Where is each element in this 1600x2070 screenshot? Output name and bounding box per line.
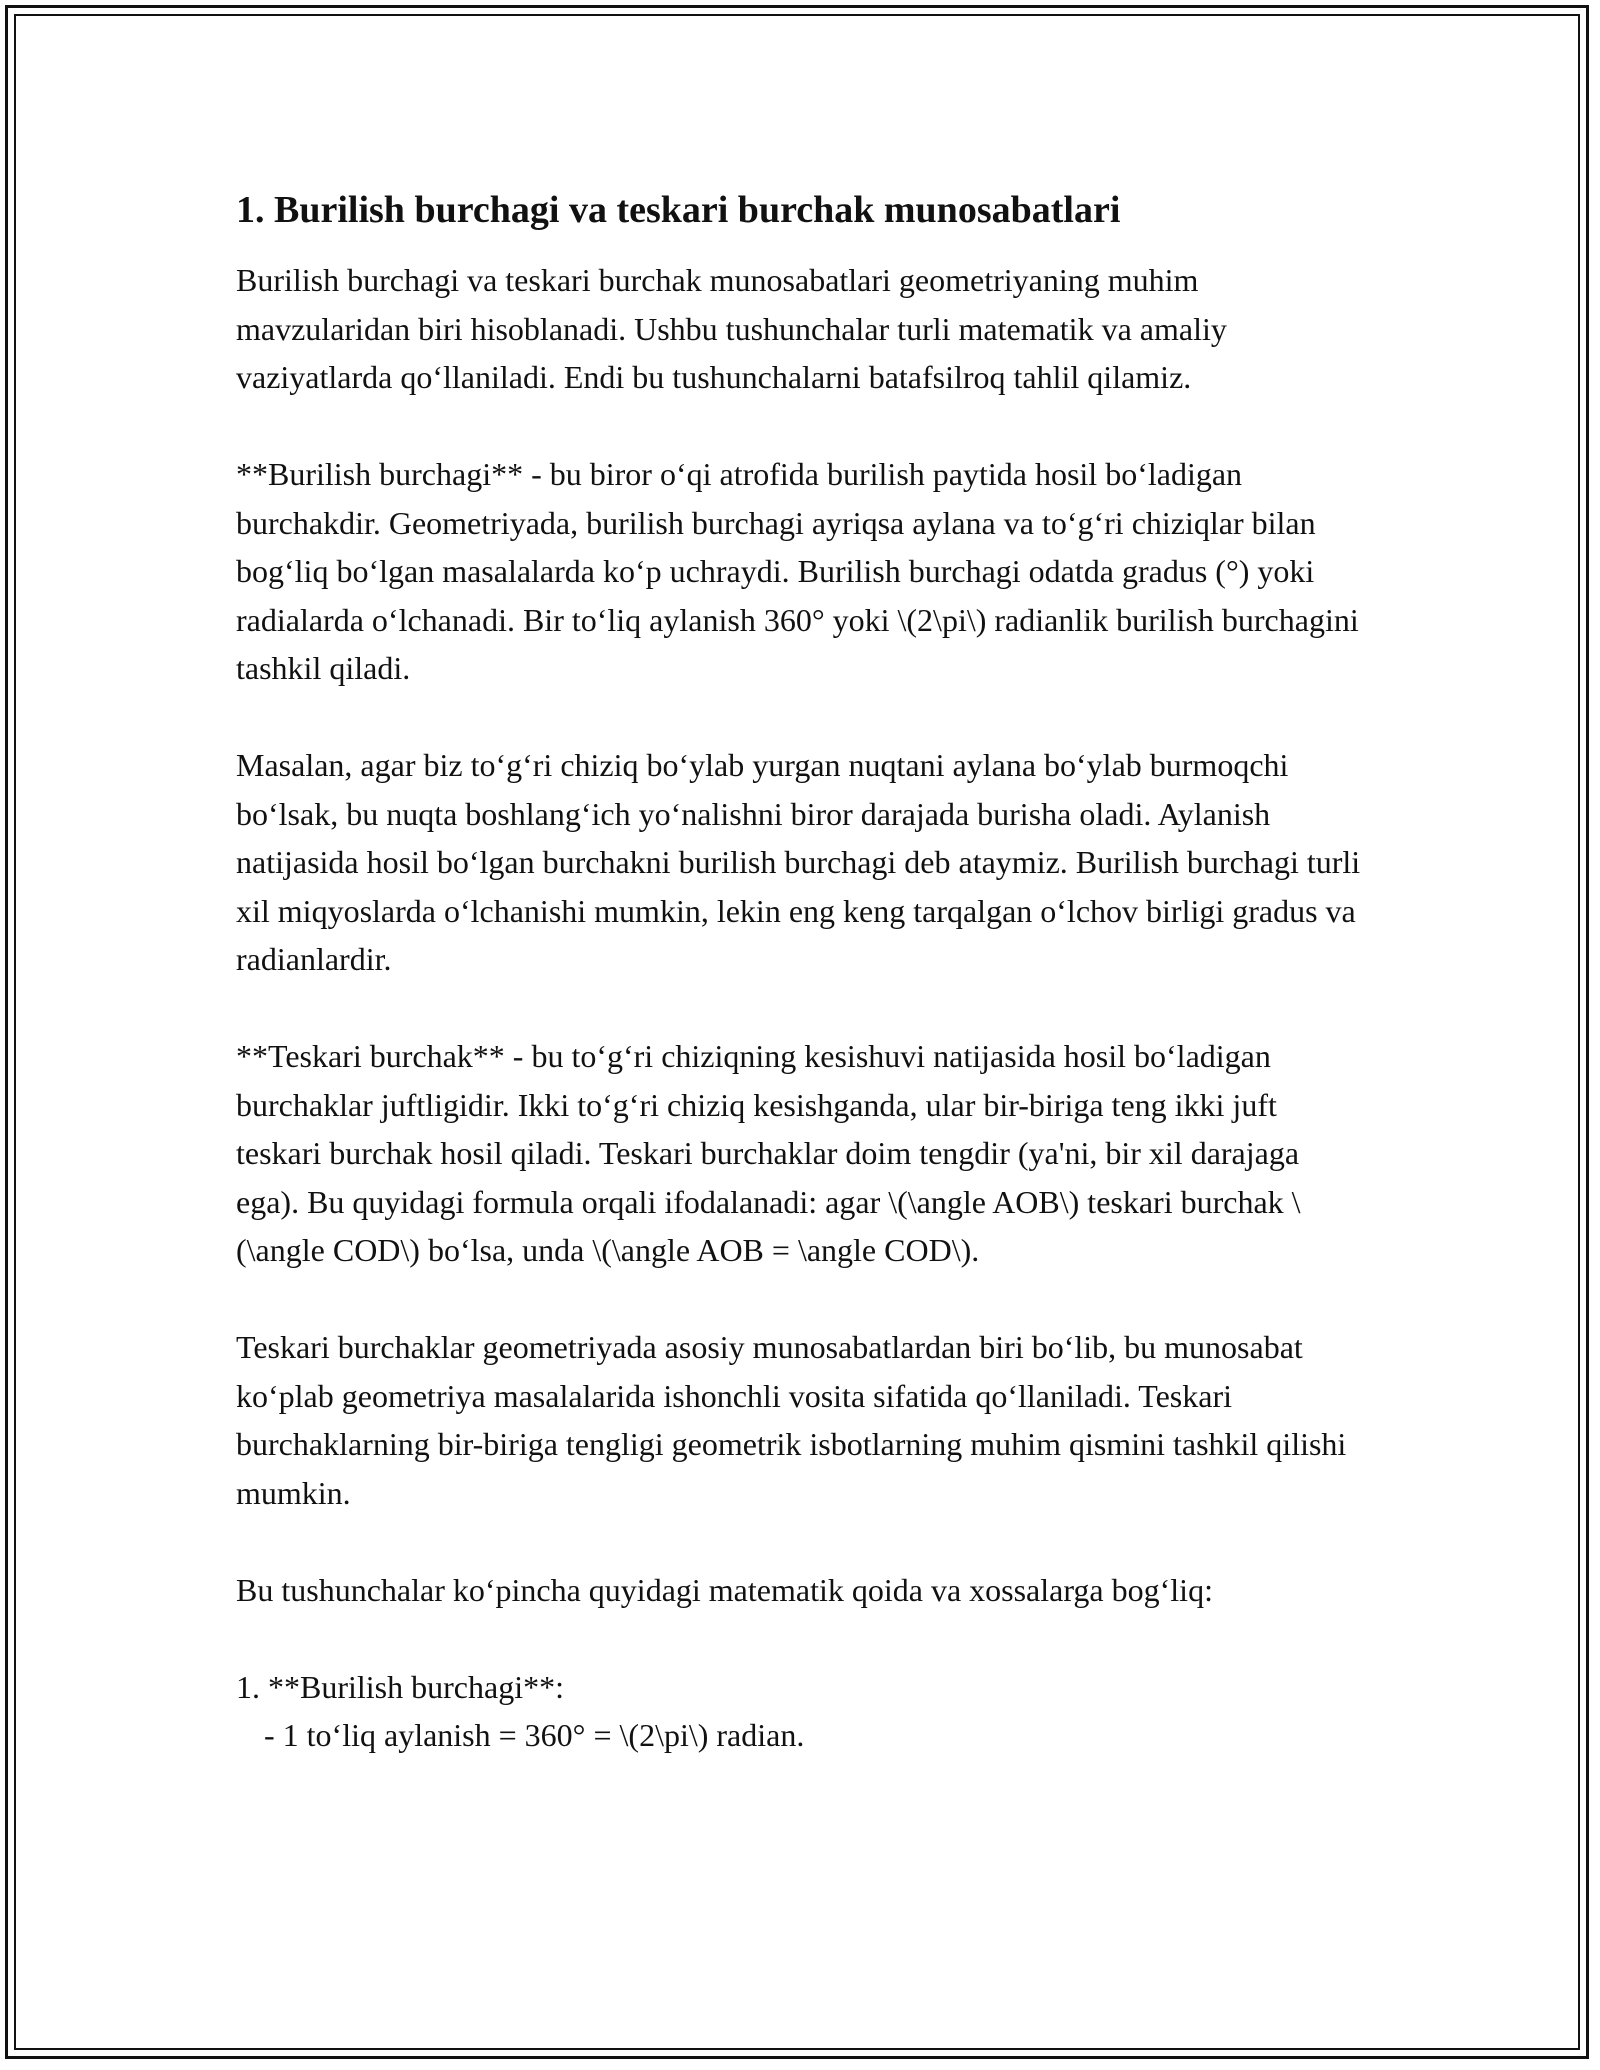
- paragraph-spacer: [236, 402, 1366, 451]
- paragraph-intro: Burilish burchagi va teskari burchak munosabatlari geometriyaning muhim mavzularidan biri hisoblanadi. Ushbu tushunchalar turli matematik va amaliy vaziyatlarda qo‘llaniladi. Endi bu tushunchalarni batafsilroq tahlil qilamiz.: [236, 262, 1235, 395]
- paragraph-spacer: [236, 1517, 1366, 1566]
- paragraph-spacer: [236, 693, 1366, 742]
- paragraph-rotation-angle: **Burilish burchagi** - bu biror o‘qi atrofida burilish paytida hosil bo‘ladigan burchakdir. Geometriyada, burilish burchagi ayriqsa aylana va to‘g‘ri chiziqlar bilan bog‘liq bo‘lgan masalalarda ko‘p uchraydi. Burilish burchagi odatda gradus (°) yoki radialarda o‘lchanadi. Bir to‘liq aylanish 360° yoki \(2\pi\) radianlik burilish burchagini tashkil qiladi.: [236, 456, 1367, 686]
- list-item-title: 1. **Burilish burchagi**:: [236, 1668, 564, 1705]
- paragraph-spacer: [236, 1275, 1366, 1324]
- paragraph-example: Masalan, agar biz to‘g‘ri chiziq bo‘ylab yurgan nuqtani aylana bo‘ylab burmoqchi bo‘lsak, bu nuqta boshlang‘ich yo‘nalishni biror darajada burisha oladi. Aylanish natijasida hosil bo‘lgan burchakni burilish burchagi deb ataymiz. Burilish burchagi turli xil miqyoslarda o‘lchanishi mumkin, lekin eng keng tarqalgan o‘lchov birligi gradus va radianlardir.: [236, 747, 1369, 977]
- paragraph-spacer: [236, 984, 1366, 1033]
- paragraph-rules-intro: Bu tushunchalar ko‘pincha quyidagi matematik qoida va xossalarga bog‘liq:: [236, 1571, 1213, 1608]
- document-body: [236, 186, 1369, 1760]
- paragraph-relations: Teskari burchaklar geometriyada asosiy munosabatlardan biri bo‘lib, bu munosabat ko‘plab geometriya masalalarida ishonchli vosita sifatida qo‘llaniladi. Teskari burchaklarning bir-biriga tengligi geometrik isbotlarning muhim qismini tashkil qilishi mumkin.: [236, 1329, 1355, 1511]
- section-heading: 1. Burilish burchagi va teskari burchak munosabatlari: [236, 189, 1121, 231]
- list-item-detail: - 1 to‘liq aylanish = 360° = \(2\pi\) radian.: [264, 1717, 805, 1753]
- paragraph-spacer: [236, 1614, 1366, 1663]
- paragraph-vertical-angle: **Teskari burchak** - bu to‘g‘ri chiziqning kesishuvi natijasida hosil bo‘ladigan burchaklar juftligidir. Ikki to‘g‘ri chiziq kesishganda, ular bir-biriga teng ikki juft teskari burchak hosil qiladi. Teskari burchaklar doim tengdir (ya'ni, bir xil darajaga ega). Bu quyidagi formula orqali ifodalanadi: agar \(\angle AOB\) teskari burchak \(\angle COD\) bo‘lsa, unda \(\angle AOB = \angle COD\).: [236, 1038, 1308, 1268]
